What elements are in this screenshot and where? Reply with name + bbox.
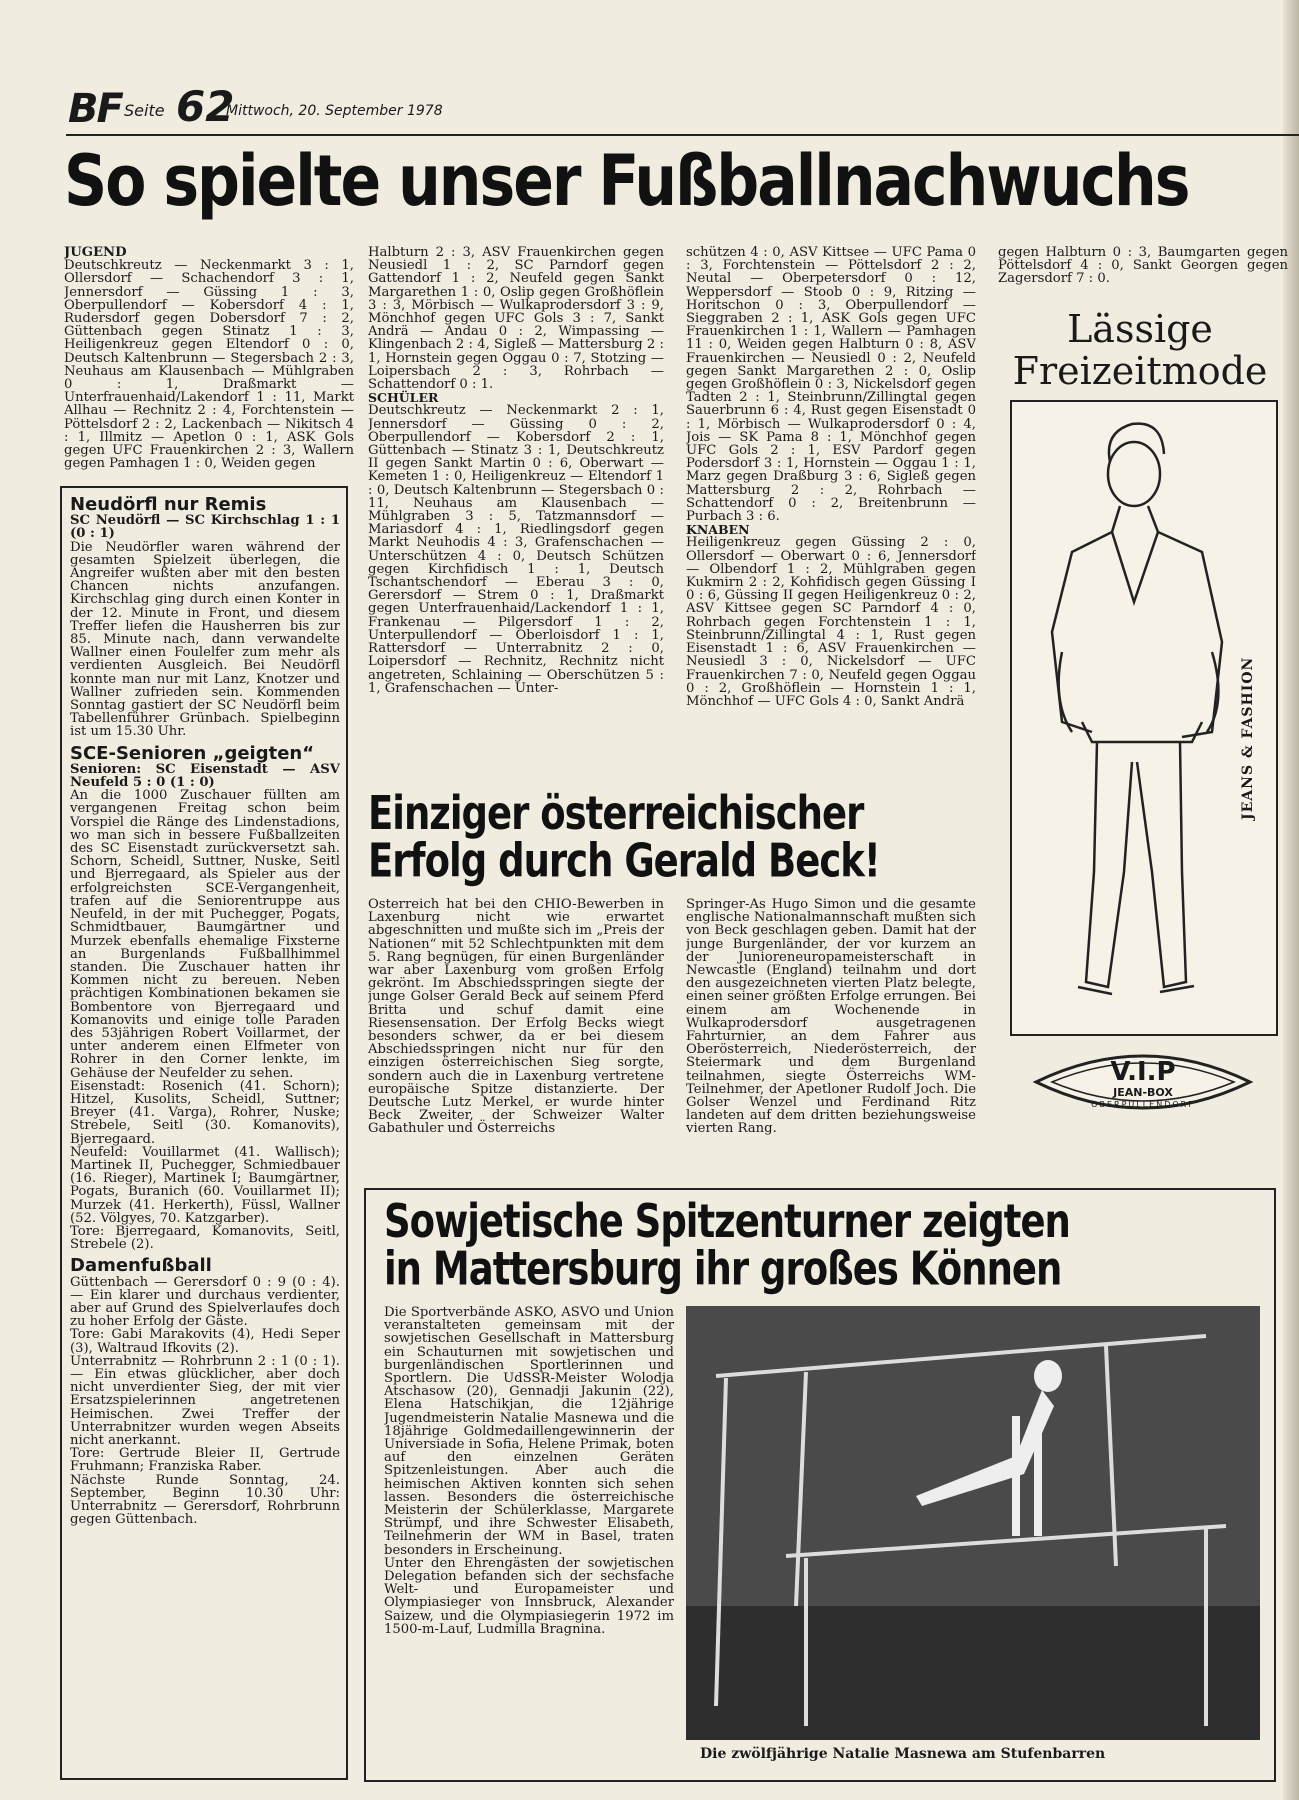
- jugend-text: Deutschkreutz — Neckenmarkt 3 : 1, Ollersdorf — Schachendorf 3 : 1, Jennersdorf — Güssing 1 : 3, Oberpullendorf — Kobersdorf 4 : 1, Rudersdorf gegen Dobersdorf 7 : 2, Güttenbach gegen Stinatz 1 : 3, Heiligenkreuz gegen Eltendorf 0 : 0, Deutsch Kaltenbrunn — Stegersbach 2 : 3, Neuhaus am Klausenbach — Mühlgraben 0 : 1, Draßmarkt — Unterfrauenhaid/Lakendorf 1 : 11, Markt Allhau — Rechnitz 2 : 4, Forchtenstein — Pöttelsdorf 2 : 2, Lackenbach — Nikitsch 4 : 1, Illmitz — Apetlon 0 : 1, ASK Gols gegen UFC Frauenkirchen 2 : 3, Wallern gegen Pamhagen 1 : 0, Weiden gegen: [64, 258, 354, 472]
- senioren-tore: Tore: Bjerregaard, Komanovits, Seitl, Strebele (2).: [70, 1223, 340, 1253]
- beck-text-right-body: Springer-As Hugo Simon und die gesamte englische Nationalmannschaft mußten sich von Beck geschlagen geben. Damit hat der junge Burgenländer, der vor kurzem an der Junioreneuropameisterschaft in Newcastle (England) teilnahm und dort den ausgezeichneten vierten Platz belegte, einen seiner größten Erfolge errungen. Bei einem am Wochenende in Wulkaprodersdorf ausgetragenen Fahrturnier, an dem Fahrer aus Oberösterreich, Niederösterreich, der Steiermark und dem Burgenland teilnahmen, siegte Österreichs WM-Teilnehmer, der Apetloner Rudolf Joch. Die Golser Wenzel und Ferdinand Ritz landeten auf dem dritten beziehungsweise vierten Rang.: [686, 898, 976, 1137]
- beck-headline-line-2: Erfolg durch Gerald Beck!: [368, 833, 880, 888]
- newspaper-logo: BF: [68, 86, 122, 132]
- senioren-score: Senioren: SC Eisenstadt — ASV Neufeld 5 : 0 (1 : 0): [70, 761, 340, 791]
- turner-headline-line-2: in Mattersburg ihr großes Können: [384, 1241, 1062, 1296]
- header-rule: [66, 134, 1299, 136]
- senioren-lineup-neufeld: Neufeld: Vouillarmet (41. Wallisch); Martinek II, Puchegger, Schmiedbauer (16. Rieger), Martinek I; Baumgärtner, Pogats, Buranich (60. Vouillarmet II); Murzek (41. Herkerth), Füssl, Wallner (52. Völgyes, 70. Katzgarber).: [70, 1144, 340, 1226]
- col4-text: gegen Halbturn 0 : 3, Baumgarten gegen Pöttelsdorf 4 : 0, Sankt Georgen gegen Zagersdorf 7 : 0.: [998, 246, 1288, 287]
- vip-logo: [1032, 1040, 1254, 1124]
- beck-text-left: [368, 898, 664, 1180]
- ad-illustration-frame: [1010, 400, 1278, 1036]
- senioren-lineup-eisenstadt: Eisenstadt: Rosenich (41. Schorn); Hitzel, Kusolits, Scheidl, Suttner; Breyer (41. Varga), Rohrer, Nuske; Strebele, Seitl (30. Komanovits), Bjerregaard.: [70, 1078, 340, 1147]
- col4-results: [998, 246, 1288, 288]
- beck-headline: [368, 786, 968, 888]
- turner-text-body-2: Unter den Ehrengästen der sowjetischen Delegation befanden sich der sechsfache Welt- und Europameister und Olympiasieger von Innsbruck, Alexander Saizew, und die Olympiasiegerin 1972 im 1500-m-Lauf, Ludmilla Bragnina.: [384, 1555, 674, 1637]
- col3-results: [686, 246, 976, 766]
- senioren-text: An die 1000 Zuschauer füllten am vergangenen Freitag schon beim Vorspiel die Ränge des Lindenstadions, wo man sich in bessere Fußballzeiten des SC Eisenstadt zurückversetzt sah. Schorn, Scheidl, Suttner, Nuske, Seitl und Bjerregaard, als Spieler aus der erfolgreichsten SCE-Vergangenheit, trafen auf die Seniorentruppe aus Neufeld, in der mit Puchegger, Pogats, Schmidtbauer, Baumgärtner und Murzek ebenfalls ehemalige Fixsterne an Burgenlands Fußballhimmel standen. Die Zuschauer hatten ihr Kommen nicht zu bereuen. Neben prächtigen Kombinationen bekamen sie Bombentore von Bjerregaard und Komanovits und einige tolle Paraden des 53jährigen Robert Voillarmet, der unter anderem einen Elfmeter von Rohrer in den Corner lenkte, im Gehäuse der Neufelder zu sehen.: [70, 788, 340, 1081]
- damen-next-round: Nächste Runde Sonntag, 24. September, Beginn 10.30 Uhr: Unterrabnitz — Gerersdorf, Rohrbrunn gegen Güttenbach.: [70, 1472, 340, 1528]
- schueler-text: Deutschkreutz — Neckenmarkt 2 : 1, Jennersdorf — Güssing 0 : 2, Oberpullendorf — Kobersdorf 2 : 1, Güttenbach — Stinatz 3 : 1, Deutschkreutz II gegen Sankt Martin 0 : 6, Oberwart — Kemeten 1 : 0, Heiligenkreuz — Eltendorf 1 : 0, Deutsch Kaltenbrunn — Stegersbach 0 : 11, Neuhaus am Klausenbach — Mühlgraben 3 : 5, Tatzmannsdorf — Mariasdorf 4 : 1, Riedlingsdorf gegen Markt Neuhodis 4 : 3, Grafenschachen — Unterschützen 4 : 0, Deutsch Schützen gegen Kirchfidisch 1 : 1, Deutsch Tschantschendorf — Eberau 3 : 0, Gerersdorf — Strem 0 : 1, Draßmarkt gegen Unterfrauenhaid/Lackendorf 1 : 1, Frankenau — Pilgersdorf 1 : 2, Unterpullendorf — Oberloisdorf 1 : 1, Rattersdorf — Unterrabnitz 2 : 0, Loipersdorf — Rechnitz, Rechnitz nicht angetreten, Schlaining — Oberschützen 5 : 1, Grafenschachen — Unter-: [368, 403, 664, 696]
- gymnast-photo-drawing: [686, 1306, 1260, 1740]
- neudoerfl-title: Neudörfl nur Remis: [70, 496, 267, 515]
- turner-headline: [384, 1194, 1264, 1296]
- damen-title: Damenfußball: [70, 1255, 212, 1277]
- ad-side-text: JEANS & FASHION: [1240, 656, 1256, 820]
- col2-results: [368, 246, 664, 776]
- turner-text: [384, 1306, 674, 1772]
- sports-box-content: [70, 496, 340, 1766]
- gymnast-photo: [686, 1306, 1260, 1740]
- knaben-label: KNABEN: [686, 522, 750, 538]
- knaben-text: Heiligenkreuz gegen Güssing 2 : 0, Ollersdorf — Oberwart 0 : 6, Jennersdorf — Olbendorf 1 : 2, Mühlgraben gegen Kukmirn 2 : 2, Kohfidisch gegen Güssing I 0 : 6, Güssing II gegen Heiligenkreuz 0 : 2, ASV Kittsee gegen SC Parndorf 4 : 0, Rohrbach gegen Forchtenstein 1 : 1, Steinbrunn/Zillingtal 4 : 1, Rust gegen Eisenstadt 1 : 6, ASV Frauenkirchen — Neusiedl 3 : 0, Nickelsdorf — UFC Frauenkirchen 7 : 0, Neufeld gegen Oggau 0 : 2, Großhöflein — Hornstein 1 : 1, Mönchhof — UFC Gols 4 : 0, Sankt Andrä: [686, 535, 976, 709]
- beck-text-left-body: Österreich hat bei den CHIO-Bewerben in Laxenburg nicht wie erwartet abgeschnitten und mußte sich im „Preis der Nationen“ mit 52 Schlechtpunkten mit dem 5. Rang begnügen, für einen Burgenländer war aber Laxenburg vom großen Erfolg gekrönt. Im Abschiedsspringen siegte der junge Golser Gerald Beck auf seinem Pferd Britta und schuf damit eine Riesensensation. Der Erfolg Becks wiegt besonders schwer, da er bei diesem Abschiedsspringen nicht nur für den einzigen österreichischen Sieg sorgte, sondern auch die in Laxenburg vertretene europäische Spitze distanzierte. Der Deutsche Lutz Merkel, er wurde hinter Beck Zweiter, der Schweizer Walter Gabathuler und Österreichs: [368, 898, 664, 1137]
- turner-text-body: Die Sportverbände ASKÖ, ASVÖ und Union veranstalteten gemeinsam mit der sowjetischen Gesellschaft in Mattersburg ein Schauturnen mit sowjetischen und burgenländischen Sportlerinnen und Sportlern. Die UdSSR-Meister Wolodja Atschasow (20), Gennadji Jakunin (22), Elena Hatschikjan, die 12jährige Jugendmeisterin Natalie Masnewa und die 18jährige Goldmedaillengewinnerin der Universiade in Sofia, Helene Primak, boten auf den einzelnen Geräten Spitzenleistungen. Aber auch die heimischen Aktiven konnten sich sehen lassen. Besonders die österreichische Meisterin der Schülerklasse, Margarete Strümpf, und ihre Schwester Elisabeth, Teilnehmerin der WM in Basel, traten besonders in Erscheinung.: [384, 1306, 674, 1558]
- schueler-label: SCHÜLER: [368, 390, 439, 406]
- col2-text: Halbturn 2 : 3, ASV Frauenkirchen gegen Neusiedl 1 : 2, SC Parndorf gegen Gattendorf 1 : 2, Neufeld gegen Sankt Margarethen 1 : 0, Oslip gegen Großhöflein 3 : 3, Mörbisch — Wulkaprodersdorf 3 : 9, Mönchhof gegen UFC Gols 3 : 7, Sankt Andrä — Andau 0 : 2, Wimpassing — Klingenbach 2 : 4, Sigleß — Mattersburg 2 : 1, Hornstein gegen Oggau 0 : 7, Stotzing — Loipersbach 2 : 3, Rohrbach — Schattendorf 0 : 1.: [368, 246, 664, 393]
- ad-title: [1000, 308, 1280, 392]
- fashion-figure-illustration: [1012, 402, 1276, 1034]
- ad-title-line-1: Lässige: [1067, 307, 1213, 351]
- main-headline: So spielte unser Fußballnachwuchs: [64, 140, 1189, 223]
- page-number: 62: [176, 82, 235, 131]
- jugend-label: JUGEND: [64, 246, 127, 260]
- neudoerfl-text: Die Neudörfler waren während der gesamten Spielzeit überlegen, die Angreifer wußten aber mit den besten Chancen nichts anzufangen. Kirchschlag ging durch einen Konter in der 12. Minute in Front, und diesem Treffer liefen die Hausherren bis zur 85. Minute nach, dann verwandelte Wallner einen Foulelfer zum mehr als verdienten Ausgleich. Bei Neudörfl konnte man nur mit Lanz, Knotzer und Wallner zufrieden sein. Kommenden Sonntag gastiert der SC Neudörfl beim Tabellenführer Grünbach. Spielbeginn ist um 15.30 Uhr.: [70, 539, 340, 740]
- photo-caption: Die zwölfjährige Natalie Masnewa am Stufenbarren: [700, 1746, 1106, 1762]
- ad-title-line-2: Freizeitmode: [1012, 349, 1268, 393]
- beck-headline-line-1: Einziger österreichischer: [368, 786, 864, 840]
- vip-logo-text: V.I.P: [1110, 1057, 1176, 1087]
- turner-headline-line-1: Sowjetische Spitzenturner zeigten: [384, 1194, 1070, 1248]
- damen-tore-1: Tore: Gabi Marakovits (4), Hedi Seper (3), Waltraud Ifkovits (2).: [70, 1327, 340, 1356]
- neudoerfl-score: SC Neudörfl — SC Kirchschlag 1 : 1 (0 : 1): [70, 513, 340, 542]
- col3-text: schützen 4 : 0, ASV Kittsee — UFC Pama 0 : 3, Forchtenstein — Pöttelsdorf 2 : 2, Neutal — Oberpetersdorf 0 : 12, Weppersdorf — Stoob 0 : 9, Ritzing — Horitschon 0 : 3, Oberpullendorf — Sieggraben 2 : 1, ASK Gols gegen UFC Frauenkirchen 1 : 1, Wallern — Pamhagen 11 : 0, Weiden gegen Halbturn 0 : 8, ASV Frauenkirchen — Neusiedl 0 : 2, Neufeld gegen Sankt Margarethen 2 : 0, Oslip gegen Großhöflein 0 : 3, Nickelsdorf gegen Tadten 2 : 1, Steinbrunn/Zillingtal gegen Sauerbrunn 6 : 4, Rust gegen Eisenstadt 0 : 1, Mörbisch — Wulkaprodersdorf 0 : 4, Jois — SK Pama 8 : 1, Mönchhof gegen UFC Gols 2 : 1, ESV Pardorf gegen Podersdorf 3 : 1, Hornstein — Oggau 1 : 1, Marz gegen Draßburg 3 : 6, Sigleß gegen Mattersburg 2 : 2, Rohrbach — Schattendorf 0 : 2, Breitenbrunn — Purbach 3 : 6.: [686, 246, 976, 525]
- page-label: Seite: [124, 101, 165, 120]
- vip-logo-sub: JEAN-BOX: [1113, 1086, 1173, 1099]
- jugend-results: [64, 246, 354, 482]
- beck-text-right: [686, 898, 976, 1180]
- issue-date: Mittwoch, 20. September 1978: [226, 103, 443, 119]
- senioren-title: SCE-Senioren „geigten“: [70, 742, 315, 764]
- damen-text-2: Unterrabnitz — Rohrbrunn 2 : 1 (0 : 1). — Ein etwas glücklicher, aber doch nicht unverdienter Sieg, der mit vier Ersatzspielerinnen angetretenen Heimischen. Zwei Treffer der Unterrabnitzer wurden wegen Abseits nicht anerkannt.: [70, 1353, 340, 1449]
- damen-text-1: Güttenbach — Gerersdorf 0 : 9 (0 : 4). — Ein klarer und durchaus verdienter, aber auf Grund des Spielverlaufes doch zu hoher Erfolg der Gäste.: [70, 1274, 340, 1330]
- damen-tore-2: Tore: Gertrude Bleier II, Gertrude Fruhmann; Franziska Raber.: [70, 1446, 340, 1475]
- vip-logo-ring-text: OBERPULLENDORF: [1091, 1100, 1195, 1109]
